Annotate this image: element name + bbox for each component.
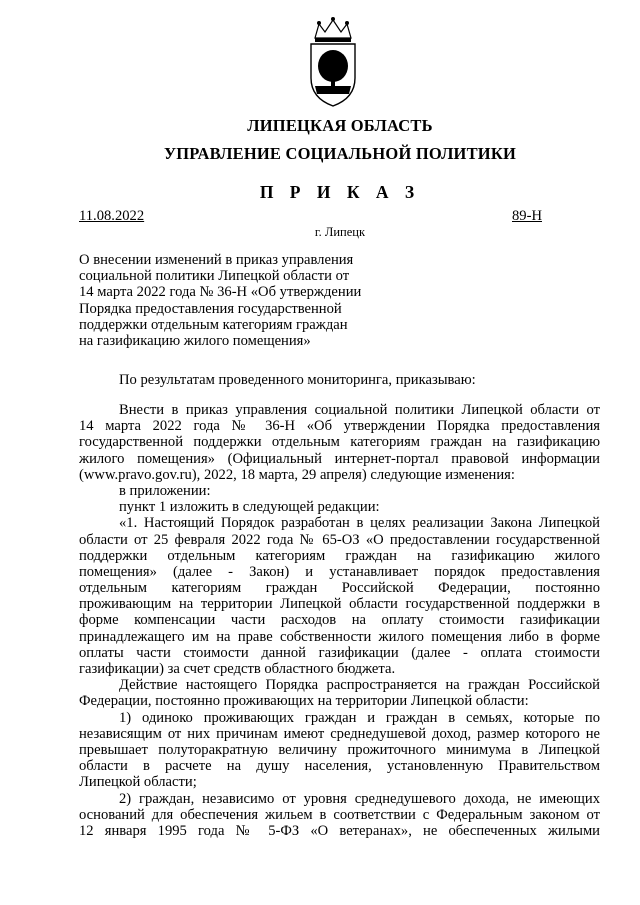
document-number: 89-Н: [512, 208, 542, 224]
subject-line: Порядка предоставления государственной: [79, 300, 342, 317]
body-line: отдельным категориям граждан Российской Федерации, постоянно: [79, 580, 600, 597]
body-line: превышает полуторакратную величину прожиточного минимума в Липецкой: [79, 741, 600, 758]
subject-line: на газификацию жилого помещения»: [79, 333, 311, 350]
body-line: независящим от них причинам имеют среднедушевой доход, размер которого не: [79, 725, 600, 742]
body-line: газификации) за счет средств областного бюджета.: [79, 661, 396, 677]
body-line: 12 января 1995 года № 5-ФЗ «О ветеранах», не обеспеченных жилыми: [79, 822, 600, 839]
body-line: государственной поддержки отдельным категориям граждан на газификацию: [79, 434, 600, 451]
body-line: 14 марта 2022 года № 36-Н «Об утверждении Порядка предоставления: [79, 418, 600, 435]
subject-line: социальной политики Липецкой области от: [79, 268, 350, 285]
document-body: [79, 402, 600, 839]
body-line: области в расчете на душу населения, установленную Правительством: [79, 758, 600, 775]
coat-of-arms-icon: [305, 16, 361, 108]
document-city: г. Липецк: [314, 225, 366, 239]
body-line: в приложении:: [119, 482, 211, 499]
body-line: оплаты части стоимости данной газификации (далее - оплата стоимости: [79, 644, 600, 661]
document-date: 11.08.2022: [79, 208, 145, 224]
body-line: «1. Настоящий Порядок разработан в целях реализации Закона Липецкой: [119, 515, 600, 532]
body-line: принадлежащего им на праве собственности жилого помещения либо в форме: [79, 628, 600, 645]
body-line: проживающим на территории Липецкой области государственной поддержки в: [79, 596, 600, 613]
subject-line: 14 марта 2022 года № 36-Н «Об утверждении: [79, 284, 362, 301]
body-line-with-link: [79, 467, 600, 483]
body-line: Липецкой области;: [79, 774, 197, 791]
region-title: ЛИПЕЦКАЯ ОБЛАСТЬ: [247, 116, 433, 135]
body-line: области от 25 февраля 2022 года № 65-ОЗ «О предоставлении государственной: [79, 531, 600, 548]
body-line: 1) одиноко проживающих граждан и граждан в семьях, которые по: [119, 709, 600, 726]
body-line: пункт 1 изложить в следующей редакции:: [119, 499, 380, 516]
body-line: форме компенсации части расходов на оплату стоимости газификации: [79, 612, 600, 629]
department-title: УПРАВЛЕНИЕ СОЦИАЛЬНОЙ ПОЛИТИКИ: [163, 144, 517, 163]
body-line: оснований для обеспечения жильем в соответствии с Федеральным законом от: [79, 806, 600, 823]
document-subject: [79, 252, 399, 349]
pravo-link-text[interactable]: (www.pravo.gov.ru), 2022, 18 марта, 29 апреля) следующие изменения:: [79, 466, 515, 483]
body-line: помещения» (далее - Закон) и устанавливает порядок предоставления: [79, 563, 600, 580]
body-line: Внести в приказ управления социальной политики Липецкой области от: [119, 402, 600, 418]
body-line: Действие настоящего Порядка распространяется на граждан Российской: [119, 677, 600, 694]
body-line: поддержки отдельным категориям граждан на газификацию жилого: [79, 547, 600, 564]
body-line: Федерации, постоянно проживающих на территории Липецкой области:: [79, 693, 529, 710]
body-line: жилого помещения» (Официальный интернет-портал правовой информации: [79, 450, 600, 467]
order-statement: По результатам проведенного мониторинга, приказываю:: [119, 372, 476, 388]
body-line: 2) граждан, независимо от уровня среднедушевого дохода, не имеющих: [119, 790, 600, 807]
subject-line: О внесении изменений в приказ управления: [79, 252, 354, 268]
document-type-title: П Р И К А З: [259, 182, 421, 202]
subject-line: поддержки отдельным категориям граждан: [79, 316, 348, 333]
